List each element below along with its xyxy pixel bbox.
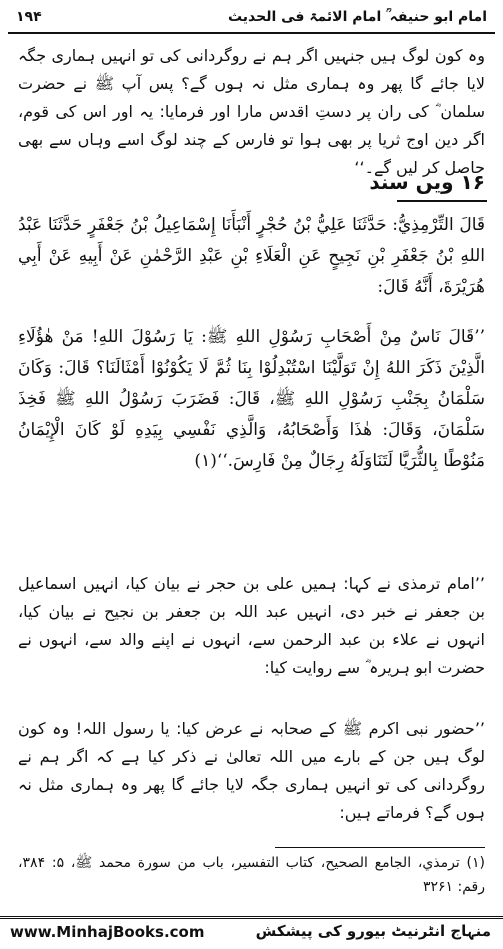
page-header — [14, 6, 489, 32]
footer-rule — [0, 916, 503, 919]
heading-rule — [397, 200, 487, 202]
header-rule — [8, 32, 495, 34]
publisher-credit: منہاج انٹرنیٹ بیورو کی پیشکش — [255, 922, 491, 940]
running-title: امام ابو حنیفہ ؒ امام الائمۃ فی الحدیث — [227, 9, 487, 25]
footnote: (۱) ترمذي، الجامع الصحيح، كتاب التفسير، باب من سورة محمد ﷺ، ۵: ۳۸۴، رقم: ۳۲۶۱ — [18, 855, 485, 895]
section-heading: ۱۶ ویں سند — [369, 170, 485, 194]
page-footer — [0, 922, 503, 946]
page-number: ۱۹۴ — [16, 9, 42, 25]
footnote-rule — [275, 847, 485, 848]
sanad-arabic: قَالَ التِّرْمِذِيُّ: حَدَّثَنَا عَلِيُّ بْنُ حُجْرٍ أَنْبَأَنَا إِسْمَاعِيلُ بْنُ جَعْفَرٍ حَدَّثَنَا عَبْدُ اللهِ بْنُ جَعْفَرِ بْنِ نَجِيحٍ عَنِ الْعَلَاءِ بْنِ عَبْدِ الرَّحْمٰنِ عَنْ أَبِيهِ عَنْ أَبِي هُرَيْرَةَ، أَنَّهُ قَالَ: — [18, 215, 485, 297]
matn-arabic: ’’قَالَ نَاسٌ مِنْ أَصْحَابِ رَسُوْلِ اللهِ ﷺ: يَا رَسُوْلَ اللهِ! مَنْ هٰؤُلَاءِ الَّذِيْنَ ذَكَرَ اللهُ إِنْ تَوَلَّيْنَا اسْتُبْدِلُوْا بِنَا ثُمَّ لَا يَكُوْنُوْا أَمْثَالَنَا؟ قَالَ: وَكَانَ سَلْمَانُ بِجَنْبِ رَسُوْلِ اللهِ ﷺ، قَالَ: فَضَرَبَ رَسُوْلُ اللهِ ﷺ فَخِذَ سَلْمَانَ، وَقَالَ: هٰذَا وَأَصْحَابُهُ، وَالَّذِي نَفْسِي بِيَدِهِ لَوْ كَانَ الْإِيْمَانُ مَنُوْطًا بِالثُّرَيَّا لَتَنَاوَلَهُ رِجَالٌ مِنْ فَارِسَ.‘‘(۱) — [18, 327, 485, 471]
website-link[interactable]: www.MinhajBooks.com — [10, 923, 205, 941]
urdu-translation-text: ’’حضور نبی اکرم ﷺ کے صحابہ نے عرض کیا: یا رسول اللہ! وہ کون لوگ ہیں جن کے بارے میں اللہ تعالیٰ نے ذکر کیا ہے کہ اگر ہم نے روگردانی کی تو انہیں ہماری جگہ لایا جائے گا پھر وہ ہماری مثل نہ ہوں گے؟ فرماتے ہیں: — [18, 719, 485, 822]
top-paragraph: وہ کون لوگ ہیں جنہیں اگر ہم نے روگردانی کی تو انہیں ہماری جگہ لایا جائے گا پھر وہ ہماری مثل نہ ہوں گے؟ پس آپ ﷺ نے حضرت سلمان ؓ کی ران پر دستِ اقدس مارا اور فرمایا: یہ اور اس کی قوم، اگر دین اوج ثریا پر بھی ہوا تو فارس کے چند لوگ اسے وہاں سے بھی حاصل کر لیں گے۔‘‘ — [18, 46, 485, 177]
urdu-translation-chain: ’’امام ترمذی نے کہا: ہمیں علی بن حجر نے بیان کیا، انہیں اسماعیل بن جعفر نے خبر دی، انہیں عبد اللہ بن جعفر بن نجیح نے بیان کیا، انہوں نے علاء بن عبد الرحمن سے، انہوں نے اپنے والد سے، انہوں نے حضرت ابو ہریرہ ؓ سے روایت کیا: — [18, 574, 485, 677]
